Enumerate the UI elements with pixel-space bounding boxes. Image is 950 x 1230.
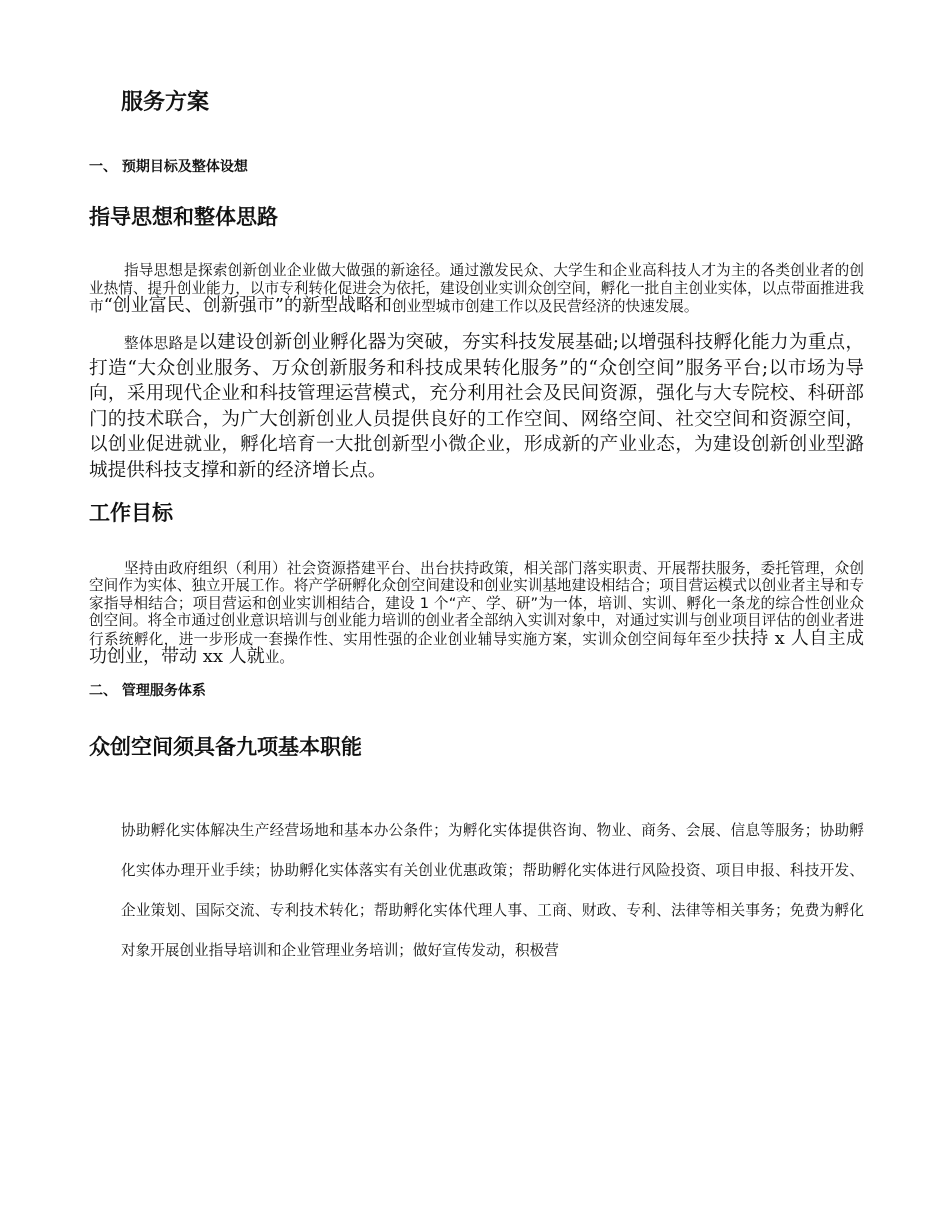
paragraph-work-goals <box>89 560 864 667</box>
paragraph-nine-functions: 协助孵化实体解决生产经营场地和基本办公条件；为孵化实体提供咨询、物业、商务、会展、信息等服务；协助孵化实体办理开业手续；协助孵化实体落实有关创业优惠政策；帮助孵化实体进行风险投资、项目申报、科技开发、企业策划、国际交流、专利技术转化；帮助孵化实体代理人事、工商、财政、专利、法律等相关事务；免费为孵化对象开展创业指导培训和企业管理业务培训；做好宣传发动，积极营 <box>121 821 864 959</box>
subheading-work-goals: 工作目标 <box>89 500 173 525</box>
paragraph-guiding-ideas-text-3: 创业型城市创建工作以及民营经济的快速发展。 <box>392 298 699 315</box>
paragraph-guiding-ideas <box>89 262 864 316</box>
paragraph-overall-approach <box>89 330 864 483</box>
paragraph-guiding-ideas-text-2: “创业富民、创新强市”的新型战略和 <box>103 295 393 316</box>
paragraph-work-goals-text-2: 扶持 x 人自主成功创业，带动 xx 人就 <box>89 627 864 668</box>
paragraph-work-goals-text-1: 坚持由政府组织（利用）社会资源搭建平台、出台扶持政策，相关部门落实职责、开展帮扶服务，委托管理，众创空间作为实体、独立开展工作。将产学研孵化众创空间建设和创业实训基地建设相结合；项目营运模式以创业者主导和专家指导相结合；项目营运和创业实训相结合，建设 1 个“产、学、研”为一体，培训、实训、孵化一条龙的综合性创业众创空间。将全市通过创业意识培训与创业能力培训的创业者全部纳入实训对象中，对通过实训与创业项目评估的创业者进行系统孵化，进一步形成一套操作性、实用性强的企业创业辅导实施方案，实训众创空间每年至少 <box>89 559 864 648</box>
paragraph-work-goals-text-3: 业。 <box>264 649 294 667</box>
subheading-nine-functions: 众创空间须具备九项基本职能 <box>89 734 362 759</box>
section-heading-goals: 一、 预期目标及整体设想 <box>89 159 248 175</box>
paragraph-guiding-ideas-text-1: 指导思想是探索创新创业企业做大做强的新途径。通过激发民众、大学生和企业高科技人才为主的各类创业者的创业热情、提升创业能力，以市专利转化促进会为依托，建设创业实训众创空间，孵化一批自主创业实体，以点带面推进我市 <box>89 262 864 315</box>
subheading-guiding-ideas: 指导思想和整体思路 <box>89 205 278 229</box>
paragraph-overall-approach-lead: 整体思路是 <box>124 334 199 352</box>
section-heading-management: 二、 管理服务体系 <box>89 682 206 699</box>
paragraph-overall-approach-body: 以建设创新创业孵化器为突破，夯实科技发展基础;以增强科技孵化能力为重点，打造“大众创业服务、万众创新服务和科技成果转化服务”的“众创空间”服务平台;以市场为导向，采用现代企业和科技管理运营模式，充分利用社会及民间资源，强化与大专院校、科研部门的技术联合，为广大创新创业人员提供良好的工作空间、网络空间、社交空间和资源空间，以创业促进就业，孵化培育一大批创新型小微企业，形成新的产业业态，为建设创新创业型潞城提供科技支撑和新的经济增长点。 <box>89 331 864 481</box>
document-title: 服务方案 <box>121 90 210 115</box>
